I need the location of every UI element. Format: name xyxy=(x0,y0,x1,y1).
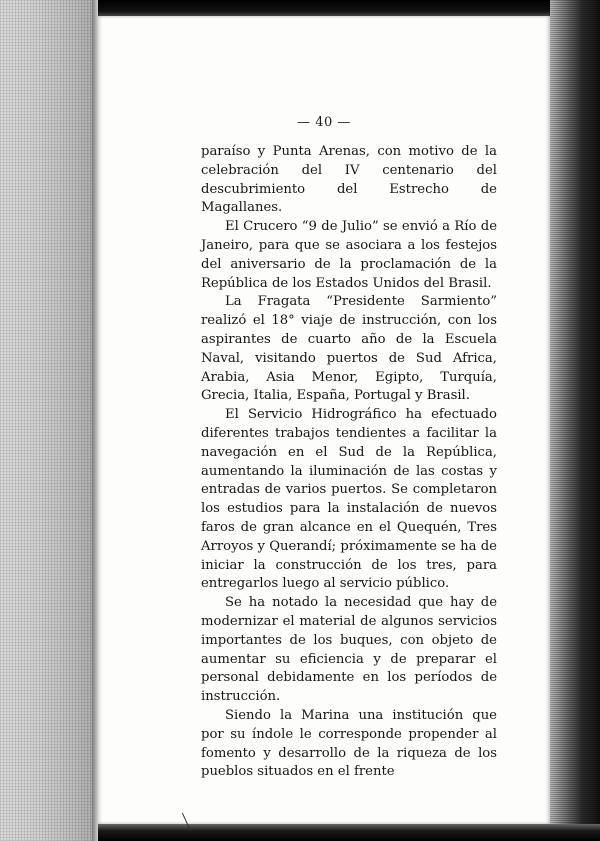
left-binding-gutter xyxy=(0,0,98,841)
paragraph-2: El Crucero “9 de Julio” se envió a Río de Janeiro, para que se asociara a los festejos del aniversario de la proclamación de la República de los Estados Unidos del Brasil. xyxy=(201,219,497,291)
top-scan-border xyxy=(98,0,600,16)
paragraph-1: paraíso y Punta Arenas, con motivo de la celebración del IV centenario del descubrimiento del Estrecho de Magallanes. xyxy=(201,144,497,216)
paragraph-3: La Fragata “Presidente Sarmiento” realizó el 18° viaje de instrucción, con los aspirantes de cuarto año de la Escuela Naval, visitando puertos de Sud Africa, Arabia, Asia Menor, Egipto, Turquía, Grecia, Italia, España, Portugal y Brasil. xyxy=(201,294,497,404)
bottom-scan-border xyxy=(98,824,600,841)
paragraph-5: Se ha notado la necesidad que hay de modernizar el material de algunos servicios importantes de los buques, con objeto de aumentar su eficiencia y de preparar el personal debidamente en los períodos de instrucción. xyxy=(201,595,497,705)
paragraph-6: Siendo la Marina una institución que por su índole le corresponde propender al fomento y desarrollo de la riqueza de los pueblos situados en el frente xyxy=(201,707,497,780)
book-page xyxy=(98,16,550,824)
paragraph-4: El Servicio Hidrográfico ha efectuado diferentes trabajos tendientes a facilitar la navegación en el Sud de la República, aumentando la iluminación de las costas y entradas de varios puertos. Se completaron los estudios para la instalación de nuevos faros de gran alcance en el Quequén, Tres Arroyos y Querandí; próximamente se ha de iniciar la construcción de los tres, para entregarlos luego al servicio público. xyxy=(201,407,497,592)
right-scan-border xyxy=(550,0,600,841)
page-number: — 40 — xyxy=(297,115,351,130)
page-body-text xyxy=(201,143,497,782)
